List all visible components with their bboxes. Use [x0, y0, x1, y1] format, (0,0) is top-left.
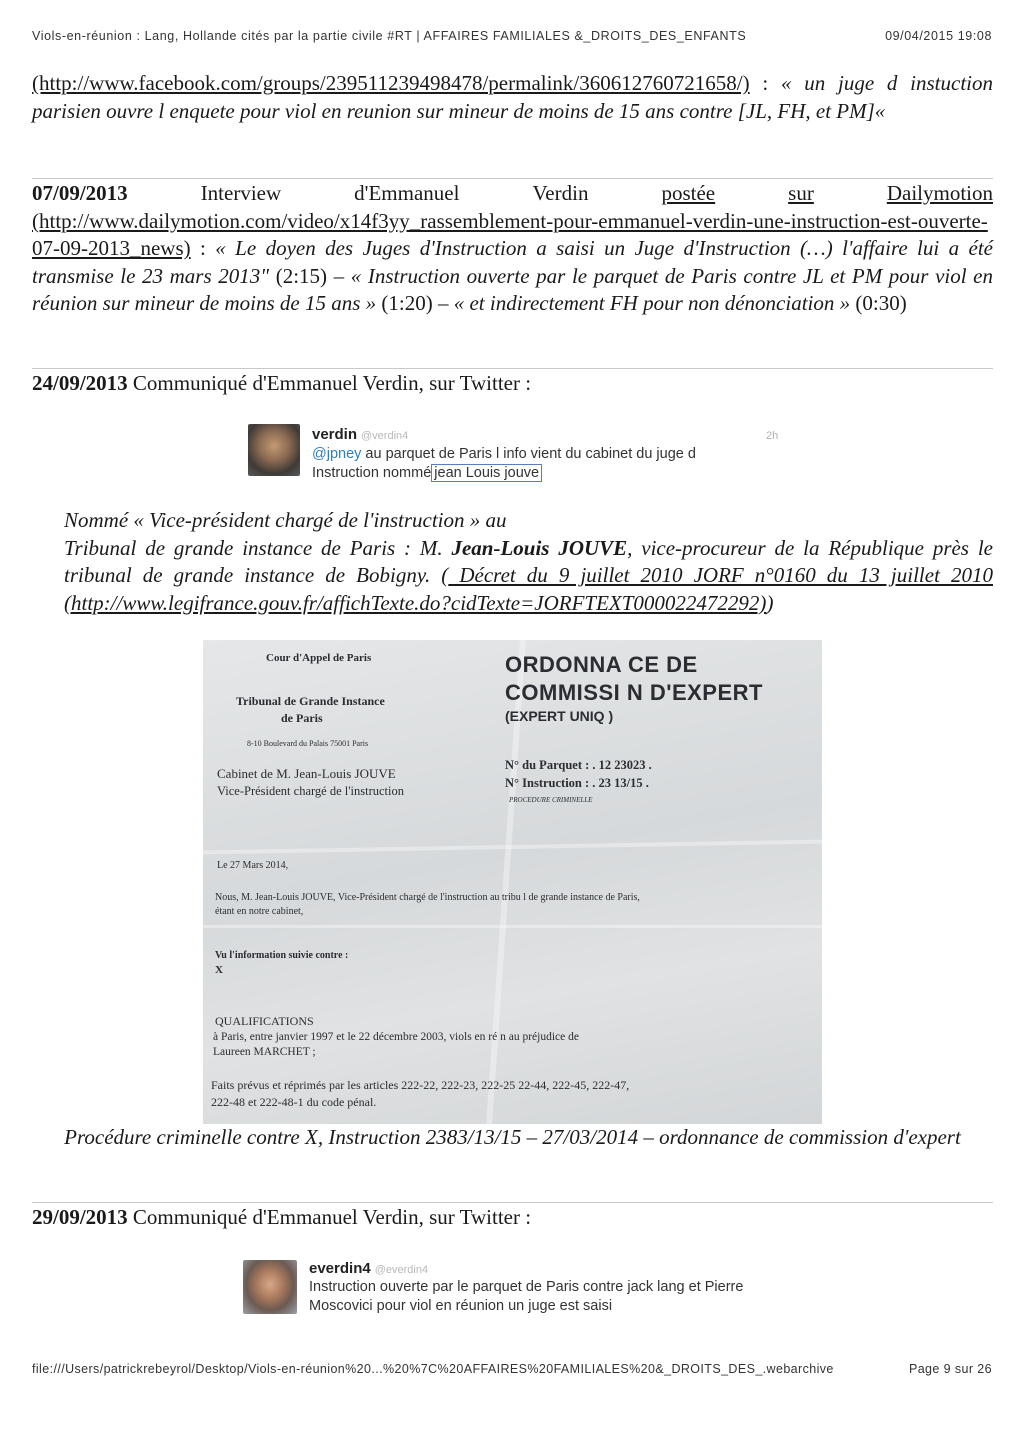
- tweet-time: 2h: [766, 430, 779, 442]
- entry-dailymotion-first-line: 07/09/2013 Interview d'Emmanuel Verdin postée sur Dailymotion: [32, 180, 993, 208]
- judge-name: Jean-Louis JOUVE: [451, 535, 628, 560]
- entry-date: 24/09/2013: [32, 371, 128, 395]
- tweet-text: Instruction ouverte par le parquet de Paris contre jack lang et Pierre Moscovici pour viol en réunion un juge est saisi: [309, 1279, 744, 1314]
- entry-date: 07/09/2013: [32, 181, 128, 205]
- divider: [32, 368, 993, 369]
- scanned-ordonnance: Cour d'Appel de Paris Tribunal de Grande Instance de Paris 8-10 Boulevard du Palais 75001 Paris Cabinet de M. Jean-Louis JOUVE Vice-Président chargé de l'instruction ORDONNA CE DE COMMISSI N D'EXPERT (EXPERT UNIQ ) N° du Parquet : . 12 23023 . N° Instruction : . 23 13/15 . PROCEDURE CRIMINELLE Le 27 Mars 2014, Nous, M. Jean-Louis JOUVE, Vice-Président chargé de l'instruction au tribu l de grande instance de Paris, étant en notre cabinet, Vu l'information suivie contre : X QUALIFICATIONS à Paris, entre janvier 1997 et le 22 décembre 2003, viols en ré n au préjudice de Laureen MARCHET ; Faits prévus et réprimés par les articles 222-22, 222-23, 222-25 22-44, 222-45, 222-47, 222-48 et 222-48-1 du code pénal.: [203, 640, 822, 1124]
- dailymotion-link[interactable]: (http://www.dailymotion.com/video/x14f3yy_rassemblement-pour-emmanuel-verdin-une-instruction-est-ouverte-07-09-2013_news): [32, 208, 988, 260]
- avatar: [248, 424, 300, 476]
- entry-dailymotion: 07/09/2013 Interview d'Emmanuel Verdin postée sur Dailymotion (http://www.dailymotion.com/video/x14f3yy_rassemblement-pour-emmanuel-verdin-une-instruction-est-ouverte-07-09-2013_news) : « Le doyen des Juges d'Instruction a saisi un Juge d'Instruction (…) l'affaire lui a été transmise le 23 mars 2013" (2:15) – « Instruction ouverte par le parquet de Paris contre JL et PM pour viol en réunion sur mineur de moins de 15 ans » (1:20) – « et indirectement FH pour non dénonciation » (0:30): [32, 181, 993, 315]
- page-header-datetime: 09/04/2015 19:08: [885, 29, 992, 43]
- entry-facebook: (http://www.facebook.com/groups/239511239498478/permalink/360612760721658/) : « un juge d instuction parisien ouvre l enquete pour viol en reunion sur mineur de moins de 15 ans contre [JL, FH, et PM]«: [32, 71, 993, 123]
- tweet-mention[interactable]: @jpney: [312, 446, 362, 462]
- tweet-text: @jpney au parquet de Paris l info vient du cabinet du juge d Instruction nommé jean Louis jouve: [312, 446, 696, 481]
- facebook-link[interactable]: (http://www.facebook.com/groups/239511239498478/permalink/360612760721658/): [32, 71, 750, 95]
- entry-twitter-2: 29/09/2013 Communiqué d'Emmanuel Verdin, sur Twitter :: [32, 1205, 532, 1229]
- tweet-card: [248, 424, 788, 488]
- entry-twitter-1: 24/09/2013 Communiqué d'Emmanuel Verdin, sur Twitter :: [32, 371, 532, 395]
- tweet-card: [243, 1260, 803, 1320]
- tweet-author-handle: @everdin4: [374, 1264, 429, 1276]
- facebook-quote: « un juge d instuction parisien ouvre l enquete pour viol en reunion sur mineur de moins de 15 ans contre [JL, FH, et PM]«: [32, 71, 993, 123]
- page-header-title: Viols-en-réunion : Lang, Hollande cités par la partie civile #RT | AFFAIRES FAMILIALES &_DROITS_DES_ENFANTS: [32, 29, 747, 43]
- divider: [32, 178, 993, 179]
- decree-link[interactable]: Décret du 9 juillet 2010 JORF n°0160 du 13 juillet 2010 (http://www.legifrance.gouv.fr/affichTexte.do?cidTexte=JORFTEXT000022472292): [64, 563, 993, 615]
- page-footer-path: file:///Users/patrickrebeyrol/Desktop/Viols-en-réunion%20...%20%7C%20AFFAIRES%20FAMILIALES%20&_DROITS_DES_.webarchive: [32, 1362, 834, 1376]
- tweet-author-name: verdin: [312, 426, 358, 443]
- avatar: [243, 1260, 297, 1314]
- entry-date: 29/09/2013: [32, 1205, 128, 1229]
- scan-caption: Procédure criminelle contre X, Instruction 2383/13/15 – 27/03/2014 – ordonnance de commission d'expert: [64, 1125, 961, 1149]
- appointment-note: Nommé « Vice-président chargé de l'instruction » au Tribunal de grande instance de Paris : M. Jean-Louis JOUVE, vice-procureur de la République près le tribunal de grande instance de Bobigny. ( Décret du 9 juillet 2010 JORF n°0160 du 13 juillet 2010 (http://www.legifrance.gouv.fr/affichTexte.do?cidTexte=JORFTEXT000022472292)): [64, 508, 993, 615]
- tweet-author-name: everdin4: [309, 1260, 371, 1277]
- tweet-highlighted-name: jean Louis jouve: [431, 464, 542, 482]
- divider: [32, 1202, 993, 1203]
- page-footer-page-number: Page 9 sur 26: [908, 1362, 992, 1376]
- tweet-author-handle: @verdin4: [361, 430, 409, 442]
